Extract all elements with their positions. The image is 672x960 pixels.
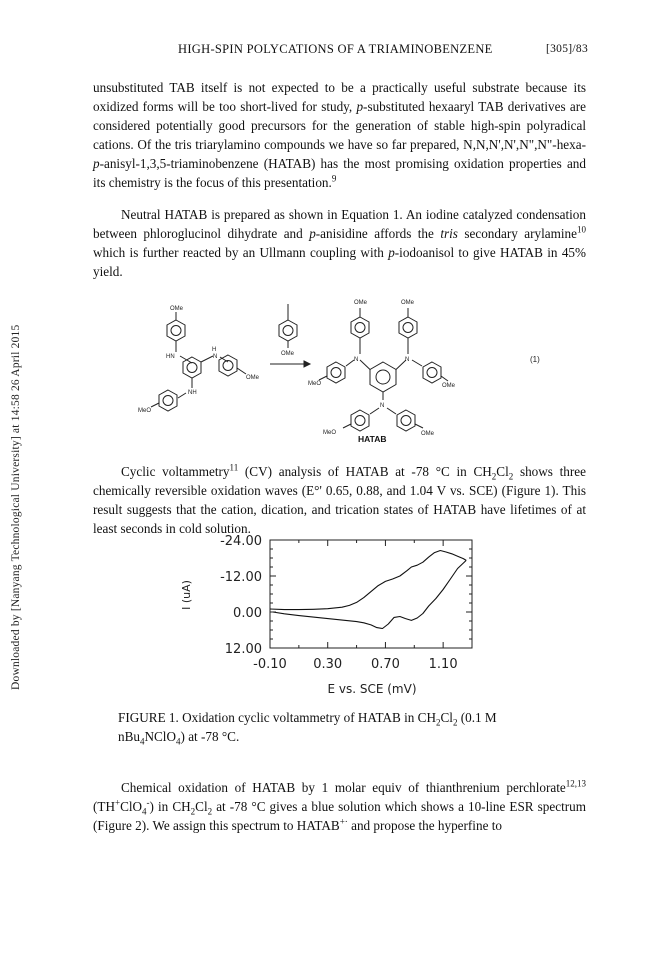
figure-caption: FIGURE 1. Oxidation cyclic voltammetry of HATAB in $CH_2Cl_2$ (0.1 M nBu$_4$NClO$_4$) at -78 °C. bbox=[118, 710, 497, 747]
y-axis-title: I (uA) bbox=[180, 580, 193, 610]
svg-text:OMe: OMe bbox=[401, 300, 415, 306]
svg-text:MeO: MeO bbox=[138, 408, 152, 414]
paragraph-tab-substrates: unsubstituted TAB itself is not expected to be a practically useful substrate because its oxidized forms will be too short-lived for study, p-substituted hexaaryl TAB derivatives are considered potentially good precursors for the generation of stable high-spin polyradical cations. Of the tris triarylamino compounds we have so far prepared, N,N,N',N',N",N"-hexa-p-anisyl-1,3,5-triaminobenzene (HATAB) has the most promising oxidation properties and its chemistry is the focus of this presentation.$^9$ bbox=[93, 80, 586, 190]
svg-text:N: N bbox=[213, 354, 218, 360]
svg-text:MeO: MeO bbox=[323, 430, 337, 436]
x-axis-title: E vs. SCE (mV) bbox=[327, 682, 417, 696]
x-tick-label: 0.30 bbox=[313, 657, 343, 672]
y-tick-label: 0.00 bbox=[233, 606, 262, 621]
svg-text:N: N bbox=[405, 357, 410, 363]
y-tick-label: -24.00 bbox=[220, 534, 262, 549]
equation-number: (1) bbox=[530, 355, 540, 364]
cv-figure bbox=[160, 530, 500, 700]
hatab-label: HATAB bbox=[358, 434, 387, 444]
cv-forward-sweep bbox=[270, 551, 466, 610]
svg-text:N: N bbox=[380, 403, 385, 409]
reactant-tris-arylamine bbox=[138, 306, 260, 414]
reference-10: 10 bbox=[576, 224, 586, 235]
svg-text:OMe: OMe bbox=[421, 431, 435, 437]
reference-11: 11 bbox=[229, 462, 239, 473]
x-tick-label: -0.10 bbox=[253, 657, 287, 672]
svg-text:OMe: OMe bbox=[354, 300, 368, 306]
y-tick-label: 12.00 bbox=[224, 642, 262, 657]
page-number: [305]/83 bbox=[545, 43, 588, 55]
product-hatab bbox=[308, 300, 456, 444]
svg-text:OMe: OMe bbox=[281, 351, 295, 357]
svg-text:N: N bbox=[354, 357, 359, 363]
svg-text:H: H bbox=[212, 347, 217, 353]
svg-text:NH: NH bbox=[188, 390, 197, 396]
paragraph-chemical-oxidation: Chemical oxidation of HATAB by 1 molar equiv of thianthrenium perchlorate$^{12,13}$ (TH+ClO$_4$-) in $CH_2Cl_2$ at -78 °C gives a blue solution which shows a 10-line ESR spectrum (Figure 2). We assign this spectrum to HATAB+· and propose the hyperfine to bbox=[93, 778, 586, 833]
paragraph-cv: Cyclic voltammetry$^{11}$ (CV) analysis of HATAB at -78 °C in $CH_2Cl_2$ shows three chemically reversible oxidation waves (E°' 0.65, 0.88, and 1.04 V vs. SCE) (Figure 1). This result suggests that the cation, dication, and trication states of HATAB have lifetimes of at least seconds in cold solution. bbox=[93, 462, 586, 536]
reference-12-13: 12,13 bbox=[565, 778, 586, 789]
svg-text:OMe: OMe bbox=[170, 306, 184, 312]
svg-text:OMe: OMe bbox=[442, 383, 456, 389]
reference-9: 9 bbox=[331, 173, 337, 184]
paragraph-synthesis: Neutral HATAB is prepared as shown in Equation 1. An iodine catalyzed condensation between phloroglucinol dihydrate and p-anisidine affords the tris secondary arylamine$^{10}$ which is further reacted by an Ullmann coupling with p-iodoanisol to give HATAB in 45% yield. bbox=[93, 207, 586, 279]
x-tick-label: 0.70 bbox=[370, 657, 400, 672]
svg-text:MeO: MeO bbox=[308, 381, 322, 387]
x-tick-label: 1.10 bbox=[428, 657, 458, 672]
reaction-arrow bbox=[270, 361, 310, 367]
reaction-scheme bbox=[138, 290, 558, 450]
running-head-title: HIGH-SPIN POLYCATIONS OF A TRIAMINOBENZENE bbox=[178, 42, 493, 56]
cv-reverse-sweep bbox=[273, 560, 466, 628]
reagent-iodoanisole bbox=[279, 304, 297, 357]
plot-frame bbox=[270, 540, 472, 648]
y-tick-label: -12.00 bbox=[220, 570, 262, 585]
svg-text:OMe: OMe bbox=[246, 375, 260, 381]
download-watermark: Downloaded by [Nanyang Technological University] at 14:58 26 April 2015 bbox=[10, 324, 22, 690]
svg-text:HN: HN bbox=[166, 354, 175, 360]
